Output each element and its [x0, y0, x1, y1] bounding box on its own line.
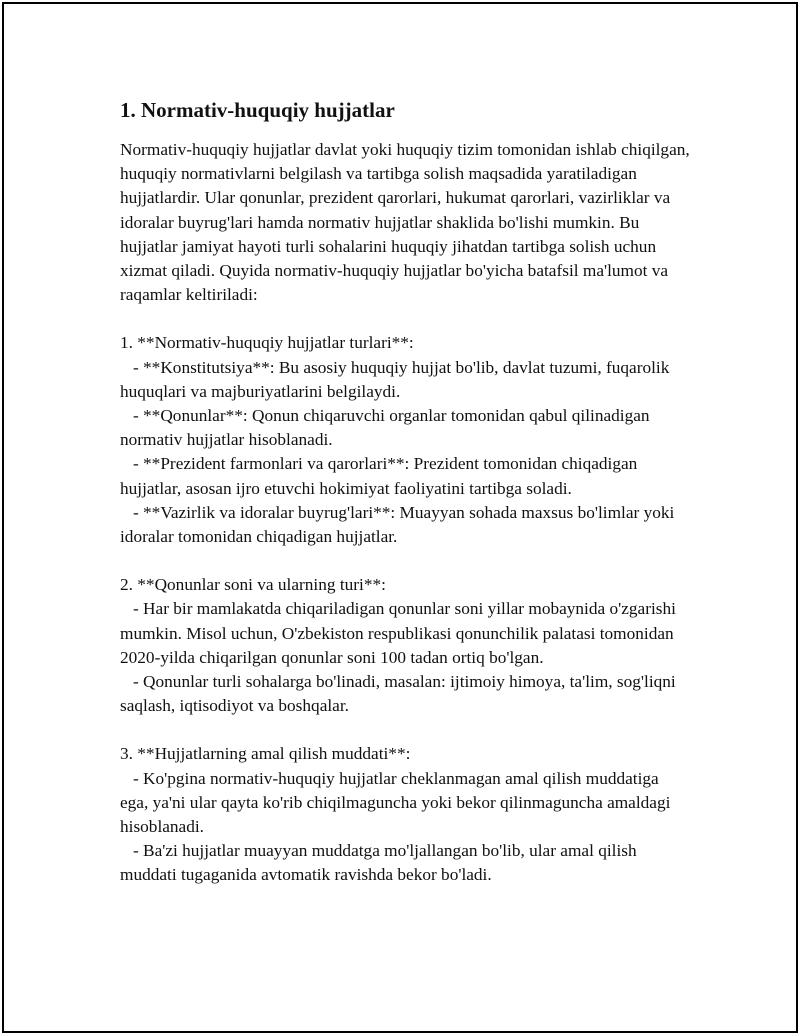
document-body [120, 96, 695, 888]
page-title: 1. Normativ-huquqiy hujjatlar [120, 98, 395, 122]
section-types-paragraph: 1. **Normativ-huquqiy hujjatlar turlari**: - **Konstitutsiya**: Bu asosiy huquqiy hujjat bo'lib, davlat tuzumi, fuqarolik huquqlari va majburiyatlarini belgilaydi. - **Qonunlar**: Qonun chiqaruvchi organlar tomonidan qabul qilinadigan normativ hujjatlar hisoblanadi. - **Prezident farmonlari va qarorlari**: Prezident tomonidan chiqadigan hujjatlar, asosan ijro etuvchi hokimiyat faoliyatini tartibga soladi. - **Vazirlik va idoralar buyrug'lari**: Muayyan sohada maxsus bo'limlar yoki idoralar tomonidan chiqadigan hujjatlar. [120, 333, 675, 547]
section-validity-paragraph: 3. **Hujjatlarning amal qilish muddati**: - Ko'pgina normativ-huquqiy hujjatlar cheklanmagan amal qilish muddatiga ega, ya'ni ular qayta ko'rib chiqilmaguncha yoki bekor qilinmaguncha amaldagi hisoblanadi. - Ba'zi hujjatlar muayyan muddatga mo'ljallangan bo'lib, ular amal qilish muddati tugaganida avtomatik ravishda bekor bo'ladi. [120, 744, 671, 885]
section-laws-count-paragraph: 2. **Qonunlar soni va ularning turi**: - Har bir mamlakatda chiqariladigan qonunlar soni yillar mobaynida o'zgarishi mumkin. Misol uchun, O'zbekiston respublikasi qonunchilik palatasi tomonidan 2020-yilda chiqarilgan qonunlar soni 100 tadan ortiq bo'lgan. - Qonunlar turli sohalarga bo'linadi, masalan: ijtimoiy himoya, ta'lim, sog'liqni saqlash, iqtisodiyot va boshqalar. [120, 575, 676, 716]
intro-paragraph: Normativ-huquqiy hujjatlar davlat yoki huquqiy tizim tomonidan ishlab chiqilgan, huquqiy normativlarni belgilash va tartibga solish maqsadida yaratiladigan hujjatlardir. Ular qonunlar, prezident qarorlari, hukumat qarorlari, vazirliklar va idoralar buyrug'lari hamda normativ hujjatlar shaklida bo'lishi mumkin. Bu hujjatlar jamiyat hayoti turli sohalarini huquqiy jihatdan tartibga solish uchun xizmat qiladi. Quyida normativ-huquqiy hujjatlar bo'yicha batafsil ma'lumot va raqamlar keltiriladi: [120, 140, 695, 305]
page-frame [2, 2, 798, 1033]
